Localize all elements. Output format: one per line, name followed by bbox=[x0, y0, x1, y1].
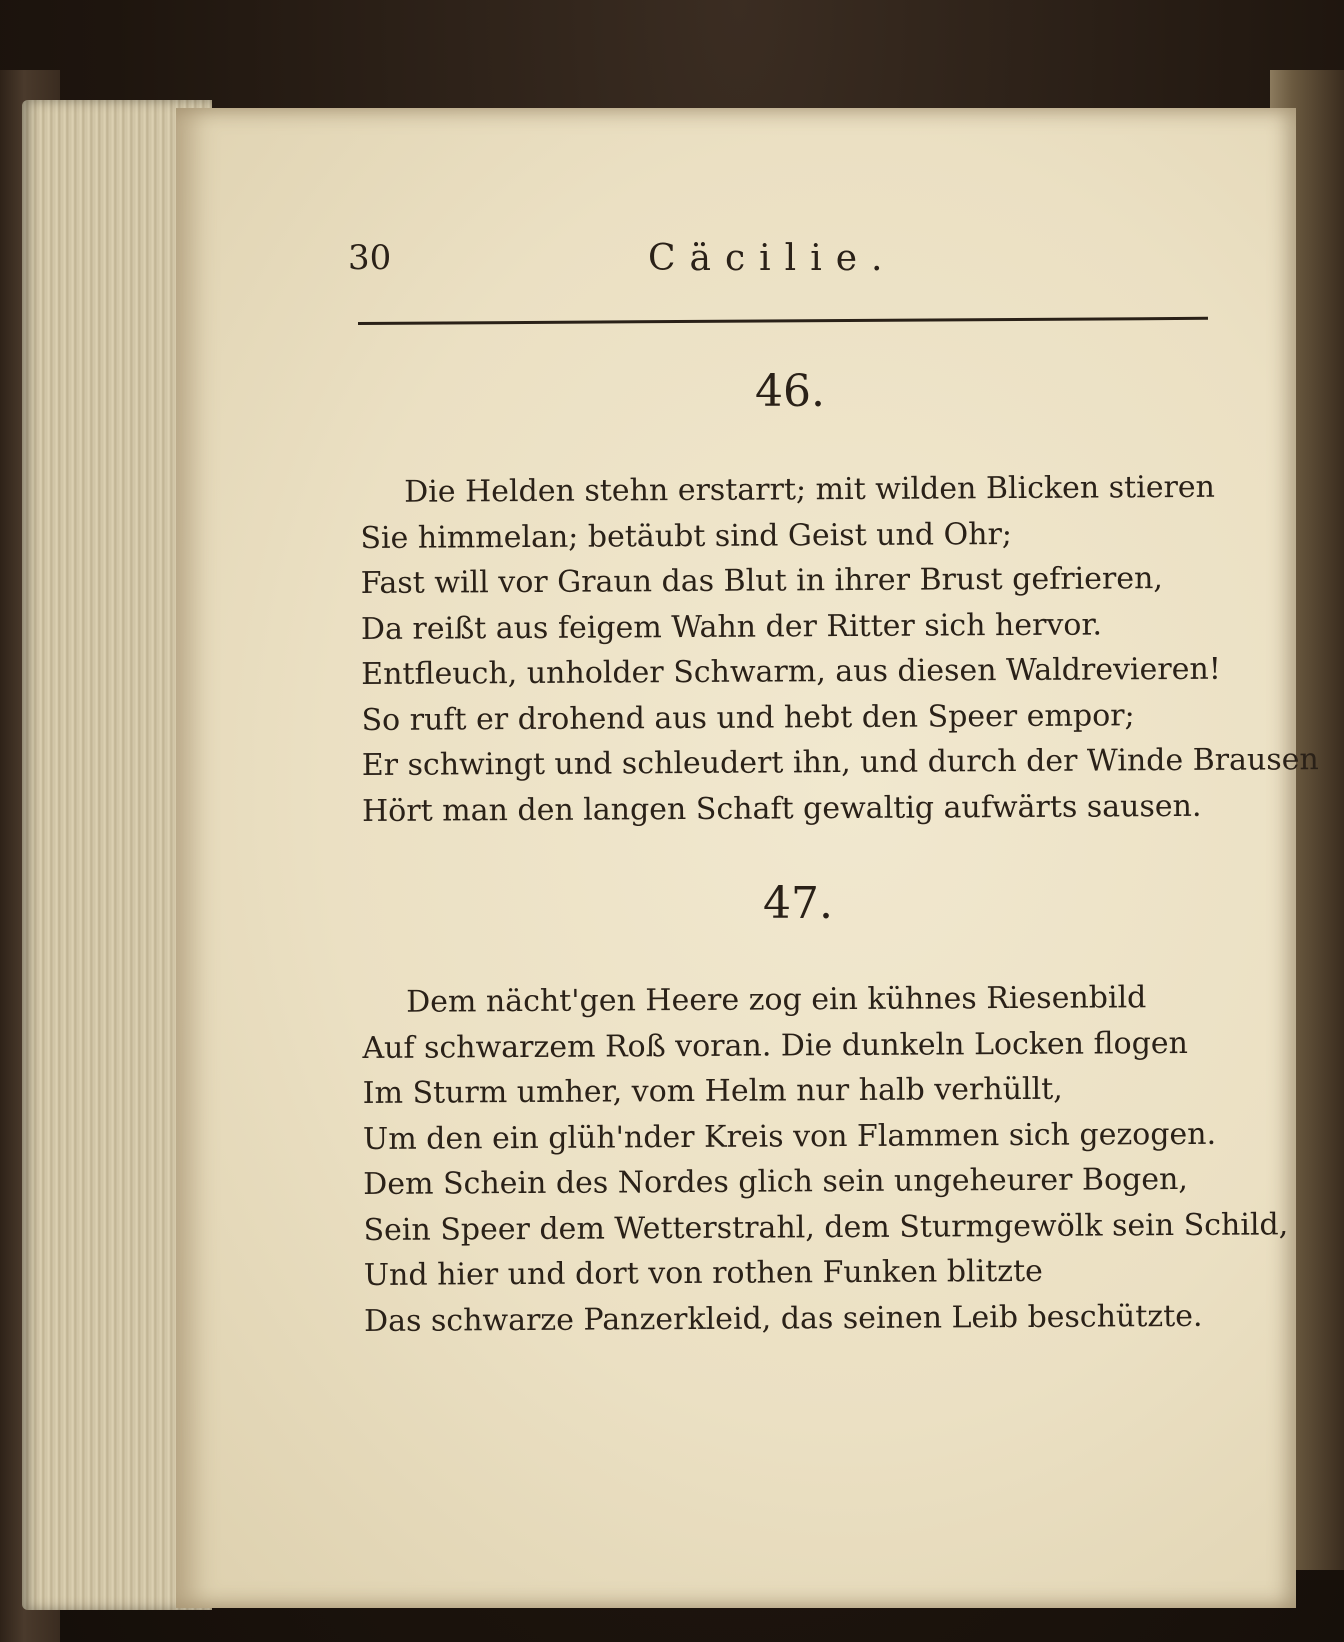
verse-line: Sie himmelan; betäubt sind Geist und Ohr; bbox=[360, 516, 1013, 556]
verse-line: Er schwingt und schleudert ihn, und durch der Winde Brausen bbox=[361, 742, 1319, 783]
verse-line: Entfleuch, unholder Schwarm, aus diesen Waldrevieren! bbox=[361, 651, 1221, 692]
verse-line: Fast will vor Graun das Blut in ihrer Brust gefrieren, bbox=[360, 561, 1164, 601]
page-number: 30 bbox=[348, 238, 392, 278]
verse-line: Um den ein glüh'nder Kreis von Flammen sich gezogen. bbox=[362, 1116, 1217, 1157]
verse-line: Dem Schein des Nordes glich sein ungeheurer Bogen, bbox=[363, 1161, 1188, 1202]
book-page bbox=[176, 108, 1296, 1608]
running-title: Cäcilie. bbox=[648, 238, 897, 279]
verse-line: Dem nächt'gen Heere zog ein kühnes Riesenbild bbox=[406, 980, 1147, 1020]
stanza-number-46: 46. bbox=[755, 366, 825, 417]
verse-line: Hört man den langen Schaft gewaltig aufwärts sausen. bbox=[361, 788, 1202, 829]
stanza-46 bbox=[360, 464, 1319, 834]
verse-line: Im Sturm umher, vom Helm nur halb verhüllt, bbox=[362, 1071, 1063, 1111]
stanza-47 bbox=[362, 974, 1289, 1344]
verse-line: Die Helden stehn erstarrt; mit wilden Blicken stieren bbox=[404, 469, 1216, 510]
verse-line: Da reißt aus feigem Wahn der Ritter sich hervor. bbox=[360, 606, 1103, 647]
verse-line: Und hier und dort von rothen Funken blitzte bbox=[363, 1253, 1043, 1293]
verse-line: Das schwarze Panzerkleid, das seinen Leib beschützte. bbox=[363, 1298, 1203, 1339]
verse-line: Auf schwarzem Roß voran. Die dunkeln Locken flogen bbox=[362, 1025, 1189, 1066]
page-header bbox=[348, 238, 1208, 298]
verse-line: Sein Speer dem Wetterstrahl, dem Sturmgewölk sein Schild, bbox=[363, 1206, 1289, 1248]
verse-line: So ruft er drohend aus und hebt den Speer empor; bbox=[361, 697, 1135, 738]
stanza-number-47: 47. bbox=[763, 878, 833, 929]
